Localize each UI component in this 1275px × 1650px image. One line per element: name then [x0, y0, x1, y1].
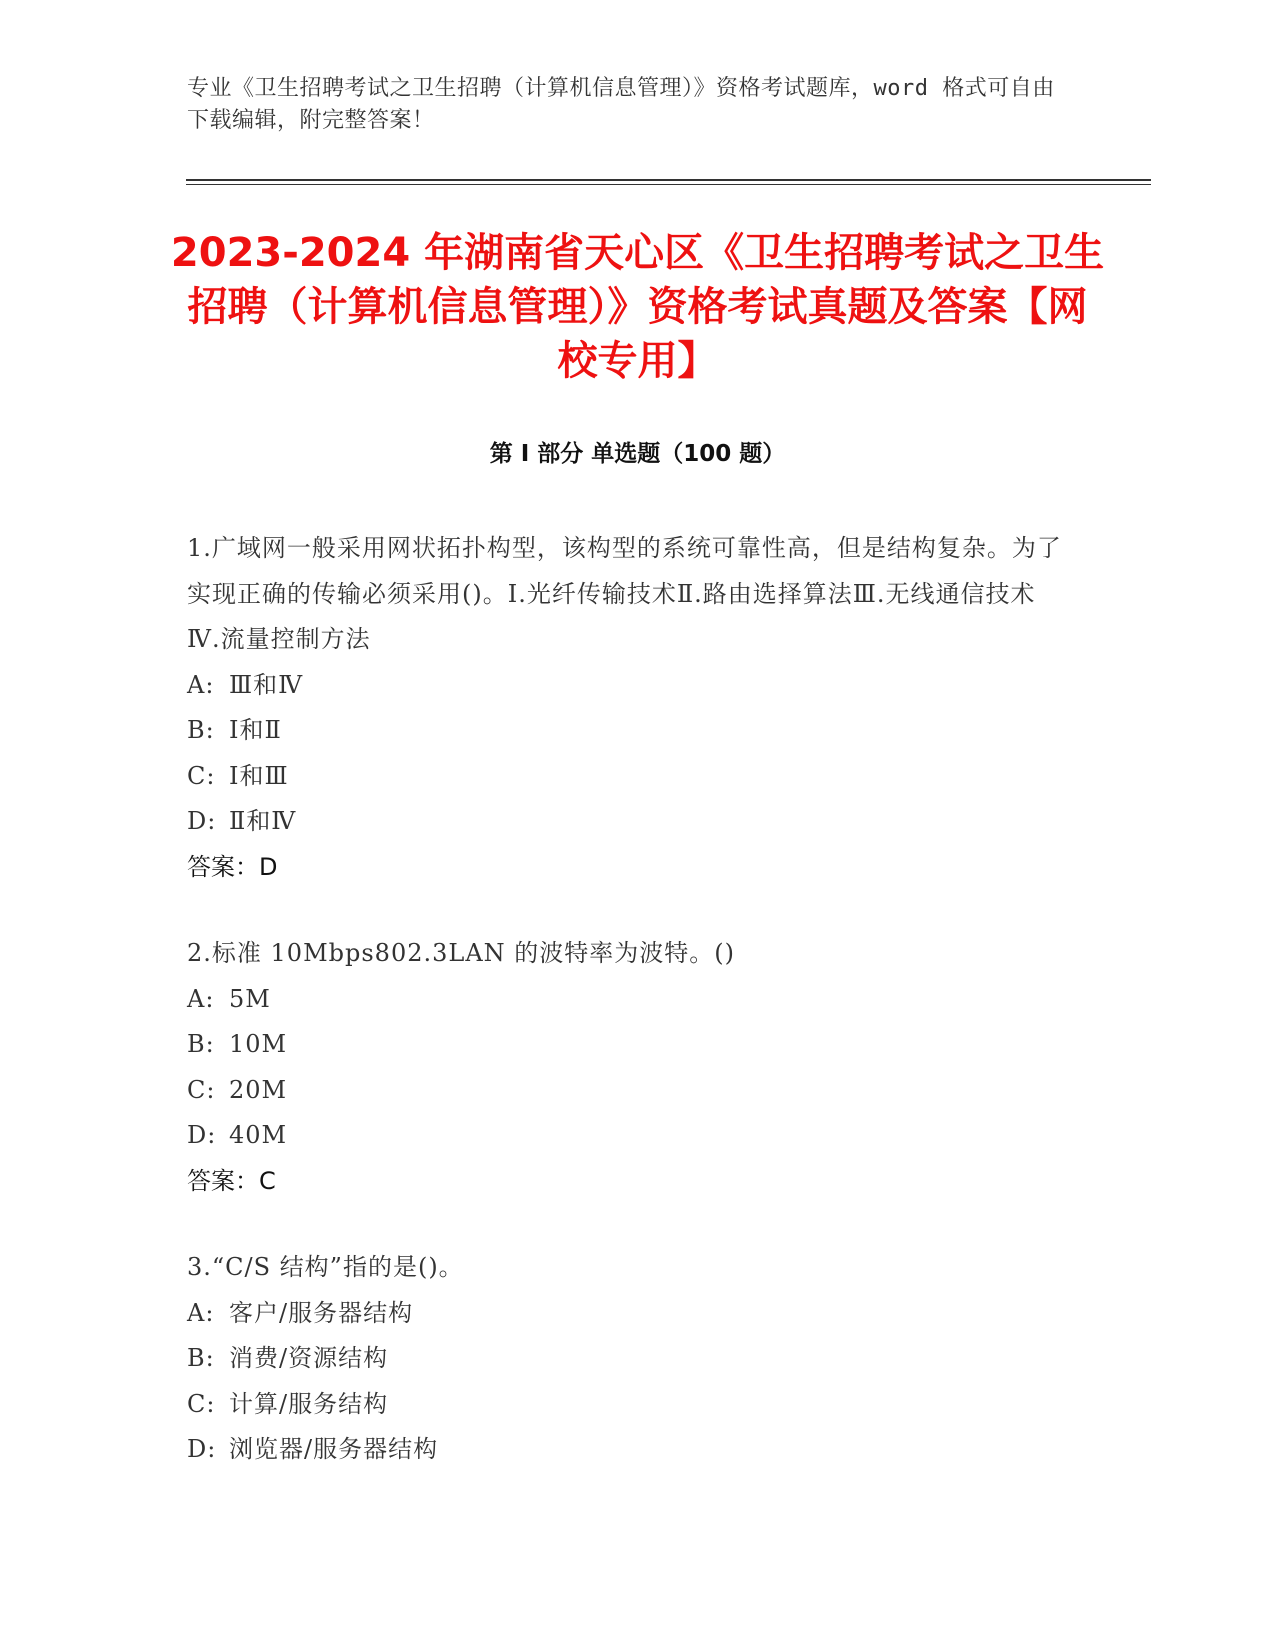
option-b: [187, 1336, 1067, 1382]
option-a: [187, 663, 1067, 709]
option-text: 消费/资源结构: [229, 1344, 389, 1372]
question-text: 1.广域网一般采用网状拓扑构型，该构型的系统可靠性高，但是结构复杂。为了实现正确的传输必须采用()。Ⅰ.光纤传输技术Ⅱ.路由选择算法Ⅲ.无线通信技术Ⅳ.流量控制方法: [187, 534, 1062, 653]
option-letter: C:: [187, 1075, 216, 1104]
option-text: Ⅰ和Ⅱ: [229, 716, 282, 744]
question-2: [187, 931, 1067, 1204]
question-text: 3.“C/S 结构”指的是()。: [187, 1253, 464, 1281]
answer-line: [187, 845, 1067, 891]
option-text: Ⅱ和Ⅳ: [229, 807, 297, 835]
option-c: [187, 1068, 1067, 1114]
option-d: [187, 799, 1067, 845]
option-text: 40M: [229, 1121, 288, 1149]
option-d: [187, 1113, 1067, 1159]
option-letter: A:: [187, 670, 215, 699]
header-divider-thick: [186, 179, 1151, 181]
option-text: 客户/服务器结构: [229, 1298, 414, 1327]
document-title: 2023-2024 年湖南省天心区《卫生招聘考试之卫生招聘（计算机信息管理）》资格考试真题及答案【网校专用】: [170, 230, 1105, 384]
option-a: [187, 1291, 1067, 1337]
question-1: [187, 526, 1067, 890]
option-letter: C:: [187, 1389, 216, 1418]
option-text: 10M: [229, 1030, 288, 1058]
option-letter: D:: [187, 1435, 217, 1463]
question-3: [187, 1245, 1067, 1473]
option-b: [187, 708, 1067, 754]
option-letter: D:: [187, 807, 217, 835]
option-text: 浏览器/服务器结构: [229, 1435, 439, 1463]
question-text: 2.标准 10Mbps802.3LAN 的波特率为波特。(): [187, 939, 736, 967]
option-letter: B:: [187, 1344, 215, 1372]
option-a: [187, 977, 1067, 1023]
option-b: [187, 1022, 1067, 1068]
section-heading: 第 I 部分 单选题（100 题）: [489, 441, 786, 467]
question-list: [187, 526, 1067, 1514]
option-d: [187, 1427, 1067, 1473]
option-c: [187, 754, 1067, 800]
option-letter: D:: [187, 1121, 217, 1149]
option-text: Ⅲ和Ⅳ: [229, 670, 304, 699]
answer-label: 答案：: [187, 852, 259, 881]
header-divider-thin: [186, 184, 1151, 185]
intro-text: 专业《卫生招聘考试之卫生招聘（计算机信息管理）》资格考试题库，word 格式可自由下载编辑，附完整答案！: [187, 76, 1055, 133]
option-letter: C:: [187, 761, 216, 790]
answer-value: C: [259, 1166, 276, 1195]
answer-value: D: [259, 852, 278, 881]
option-text: 5M: [229, 984, 271, 1013]
option-letter: A:: [187, 1298, 215, 1327]
option-letter: B:: [187, 716, 215, 744]
option-text: 计算/服务结构: [229, 1389, 389, 1418]
answer-label: 答案：: [187, 1166, 259, 1195]
option-letter: A:: [187, 984, 215, 1013]
option-c: [187, 1382, 1067, 1428]
option-letter: B:: [187, 1030, 215, 1058]
option-text: Ⅰ和Ⅲ: [229, 761, 289, 790]
option-text: 20M: [229, 1075, 288, 1104]
answer-line: [187, 1159, 1067, 1205]
